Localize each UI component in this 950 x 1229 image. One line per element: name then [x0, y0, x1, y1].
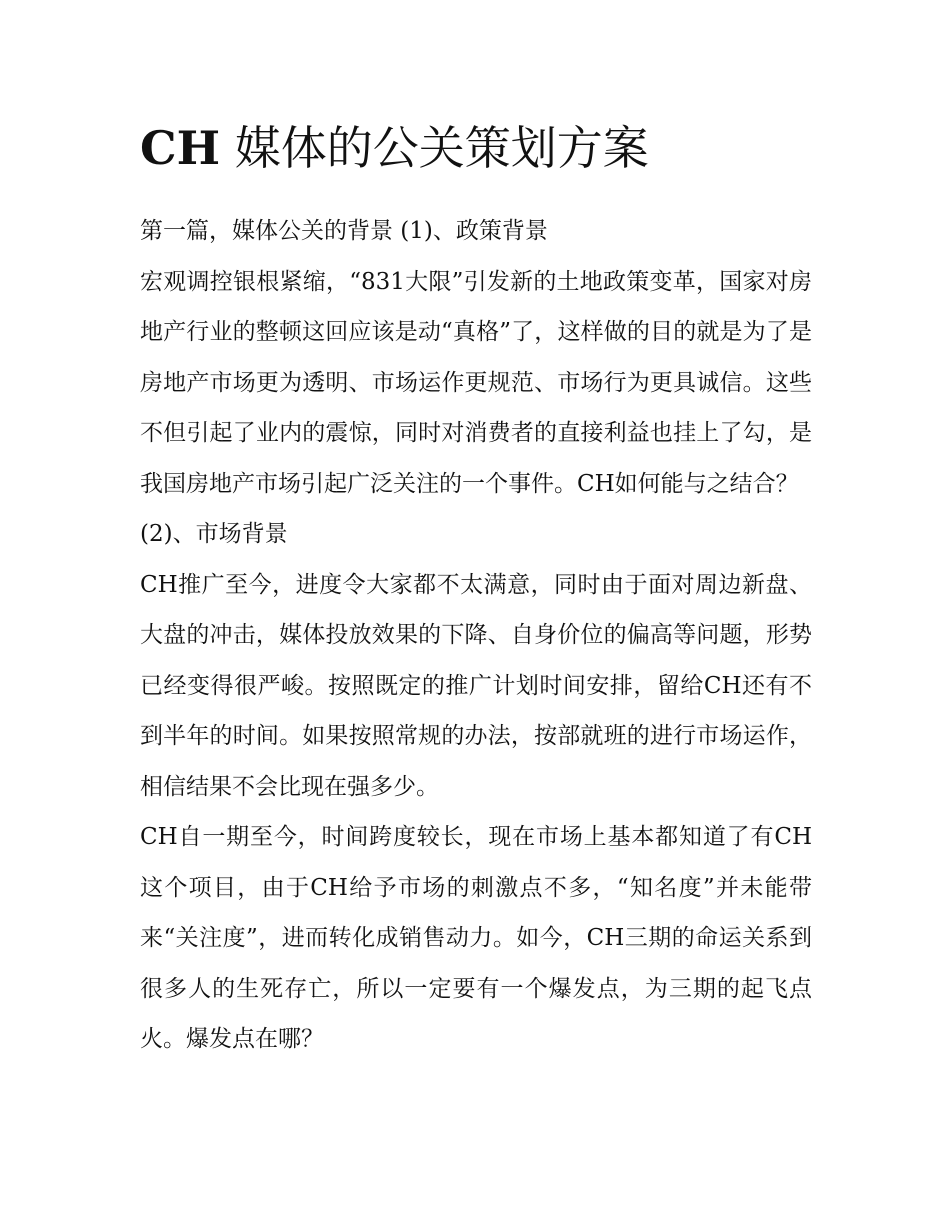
title-text: 媒体的公关策划方案: [234, 121, 649, 175]
document-body: [140, 118, 812, 1065]
paragraph-policy-background: 宏观调控银根紧缩，“831大限”引发新的土地政策变革，国家对房地产行业的整顿这回应该是动“真格”了，这样做的目的就是为了是房地产市场更为透明、市场运作更规范、市场行为更具诚信。这些不但引起了业内的震惊，同时对消费者的直接利益也挂上了勾，是我国房地产市场引起广泛关注的一个事件。CH如何能与之结合？: [140, 268, 812, 497]
document-title: [140, 118, 812, 178]
paragraph-project-status: CH自一期至今，时间跨度较长，现在市场上基本都知道了有CH这个项目，由于CH给予市场的刺激点不多，“知名度”并未能带来“关注度”，进而转化成销售动力。如今，CH三期的命运关系到很多人的生死存亡，所以一定要有一个爆发点，为三期的起飞点火。爆发点在哪？: [140, 824, 812, 1052]
title-prefix: CH: [140, 121, 221, 175]
section-heading-policy: 第一篇，媒体公关的背景 (1)、政策背景: [140, 218, 548, 244]
paragraph-market-background: CH推广至今，进度令大家都不太满意，同时由于面对周边新盘、大盘的冲击，媒体投放效果的下降、自身价位的偏高等问题，形势已经变得很严峻。按照既定的推广计划时间安排，留给CH还有不到半年的时间。如果按照常规的办法，按部就班的进行市场运作，相信结果不会比现在强多少。: [140, 571, 812, 800]
section-heading-market: (2)、市场背景: [140, 521, 288, 547]
